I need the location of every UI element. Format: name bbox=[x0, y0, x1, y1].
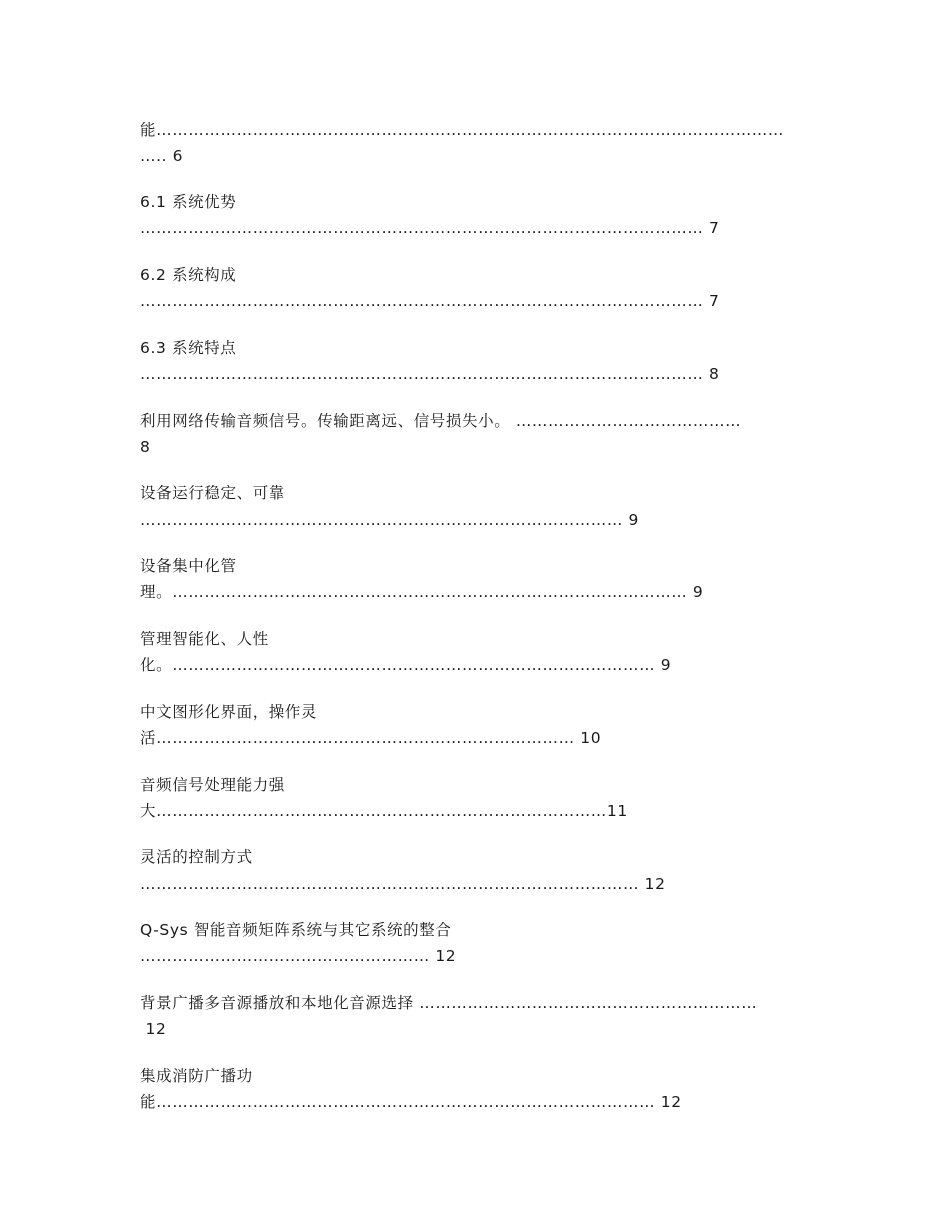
toc-entry-1-line2: ….. 6 bbox=[140, 147, 184, 165]
toc-entry-2-title: 6.1 系统优势 bbox=[140, 193, 237, 211]
toc-entry-7-title: 设备集中化管 bbox=[140, 557, 237, 575]
toc-entry-2-leader: …………………………………………………………………………………………… 7 bbox=[140, 219, 720, 237]
toc-entry-3-title: 6.2 系统构成 bbox=[140, 266, 237, 284]
toc-entry-14-title: 集成消防广播功 bbox=[140, 1067, 253, 1085]
toc-entry-4-leader: …………………………………………………………………………………………… 8 bbox=[140, 365, 720, 383]
toc-entry-11-leader: ………………………………………………………………………………… 12 bbox=[140, 875, 666, 893]
toc-entry-5-leader: 8 bbox=[140, 438, 151, 456]
toc-entry-1-line1: 能……………………………………………………………………………………………………… bbox=[140, 121, 784, 139]
toc-entry-6-leader: ……………………………………………………………………………… 9 bbox=[140, 511, 639, 529]
toc-entry-13-title: 背景广播多音源播放和本地化音源选择 ……………………………………………………… bbox=[140, 994, 758, 1012]
toc-entry-9-title: 中文图形化界面，操作灵 bbox=[140, 703, 318, 721]
toc-entry-5-title: 利用网络传输音频信号。传输距离远、信号损失小。 …………………………………… bbox=[140, 412, 742, 430]
toc-entry-7-leader: 理。…………………………………………………………………………………… 9 bbox=[140, 583, 704, 601]
toc-entry-8-leader: 化。……………………………………………………………………………… 9 bbox=[140, 656, 672, 674]
toc-entry-10-leader: 大…………………………………………………………………………11 bbox=[140, 802, 628, 820]
toc-entry-11-title: 灵活的控制方式 bbox=[140, 848, 253, 866]
toc-entry-14-leader: 能………………………………………………………………………………… 12 bbox=[140, 1093, 682, 1111]
toc-entry-12-leader: ……………………………………………… 12 bbox=[140, 947, 457, 965]
toc-entry-12-title: Q-Sys 智能音频矩阵系统与其它系统的整合 bbox=[140, 921, 452, 939]
toc-entry-4-title: 6.3 系统特点 bbox=[140, 339, 237, 357]
toc-entry-3-leader: …………………………………………………………………………………………… 7 bbox=[140, 292, 720, 310]
toc-entry-13-leader: 12 bbox=[140, 1020, 167, 1038]
toc-entry-9-leader: 活…………………………………………………………………… 10 bbox=[140, 729, 602, 747]
toc-entry-8-title: 管理智能化、人性 bbox=[140, 630, 269, 648]
toc-entry-6-title: 设备运行稳定、可靠 bbox=[140, 484, 285, 502]
toc-entry-10-title: 音频信号处理能力强 bbox=[140, 776, 285, 794]
